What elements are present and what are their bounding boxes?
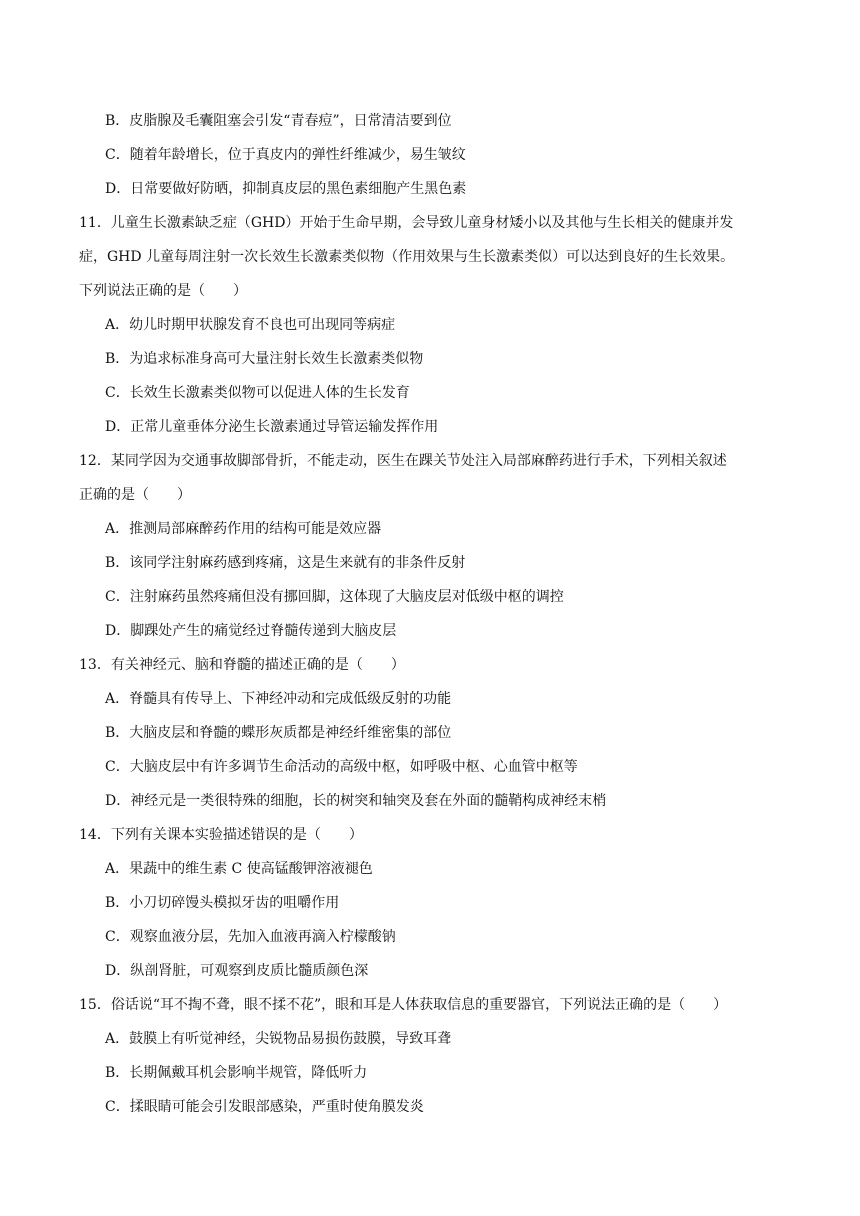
question-10-option-d: D．日常要做好防晒，抑制真皮层的黑色素细胞产生黑色素 [105, 181, 467, 197]
question-14-option-c: C．观察血液分层，先加入血液再滴入柠檬酸钠 [105, 929, 396, 945]
question-11-option-c: C．长效生长激素类似物可以促进人体的生长发育 [105, 385, 410, 401]
question-14-option-a: A．果蔬中的维生素 C 使高锰酸钾溶液褪色 [105, 861, 373, 877]
question-14-option-b: B．小刀切碎馒头模拟牙齿的咀嚼作用 [105, 895, 340, 911]
question-15-stem: 15．俗话说“耳不掏不聋，眼不揉不花”，眼和耳是人体获取信息的重要器官，下列说法正确的是（ ） [79, 997, 728, 1013]
question-11-stem-line-1: 11．儿童生长激素缺乏症（GHD）开始于生命早期，会导致儿童身材矮小以及其他与生长相关的健康并发 [79, 215, 734, 231]
question-15-option-b: B．长期佩戴耳机会影响半规管，降低听力 [105, 1065, 368, 1081]
question-15-option-a: A．鼓膜上有听觉神经，尖锐物品易损伤鼓膜，导致耳聋 [105, 1031, 452, 1047]
question-12-option-c: C．注射麻药虽然疼痛但没有挪回脚，这体现了大脑皮层对低级中枢的调控 [105, 589, 564, 605]
question-10-option-c: C．随着年龄增长，位于真皮内的弹性纤维减少，易生皱纹 [105, 147, 466, 163]
question-13-option-b: B．大脑皮层和脊髓的蝶形灰质都是神经纤维密集的部位 [105, 725, 452, 741]
question-14-stem: 14．下列有关课本实验描述错误的是（ ） [79, 827, 363, 843]
question-11-stem-line-3: 下列说法正确的是（ ） [79, 283, 247, 299]
question-10-option-b: B．皮脂腺及毛囊阻塞会引发“青春痘”，日常清洁要到位 [105, 113, 452, 129]
question-12-stem-line-1: 12．某同学因为交通事故脚部骨折，不能走动，医生在踝关节处注入局部麻醉药进行手术，下列相关叙述 [79, 453, 727, 469]
question-12-option-a: A．推测局部麻醉药作用的结构可能是效应器 [105, 521, 382, 537]
question-13-stem: 13．有关神经元、脑和脊髓的描述正确的是（ ） [79, 657, 405, 673]
question-15-option-c: C．揉眼睛可能会引发眼部感染，严重时使角膜发炎 [105, 1099, 424, 1115]
question-13-option-a: A．脊髓具有传导上、下神经冲动和完成低级反射的功能 [105, 691, 452, 707]
question-12-option-b: B．该同学注射麻药感到疼痛，这是生来就有的非条件反射 [105, 555, 466, 571]
question-11-option-a: A．幼儿时期甲状腺发育不良也可出现同等病症 [105, 317, 396, 333]
question-12-option-d: D．脚踝处产生的痛觉经过脊髓传递到大脑皮层 [105, 623, 397, 639]
question-11-option-b: B．为追求标准身高可大量注射长效生长激素类似物 [105, 351, 424, 367]
question-13-option-c: C．大脑皮层中有许多调节生命活动的高级中枢，如呼吸中枢、心血管中枢等 [105, 759, 578, 775]
question-12-stem-line-2: 正确的是（ ） [79, 487, 191, 503]
question-11-option-d: D．正常儿童垂体分泌生长激素通过导管运输发挥作用 [105, 419, 439, 435]
question-11-stem-line-2: 症，GHD 儿童每周注射一次长效生长激素类似物（作用效果与生长激素类似）可以达到良好的生长效果。 [79, 249, 735, 265]
question-14-option-d: D．纵剖肾脏，可观察到皮质比髓质颜色深 [105, 963, 369, 979]
question-13-option-d: D．神经元是一类很特殊的细胞，长的树突和轴突及套在外面的髓鞘构成神经末梢 [105, 793, 607, 809]
